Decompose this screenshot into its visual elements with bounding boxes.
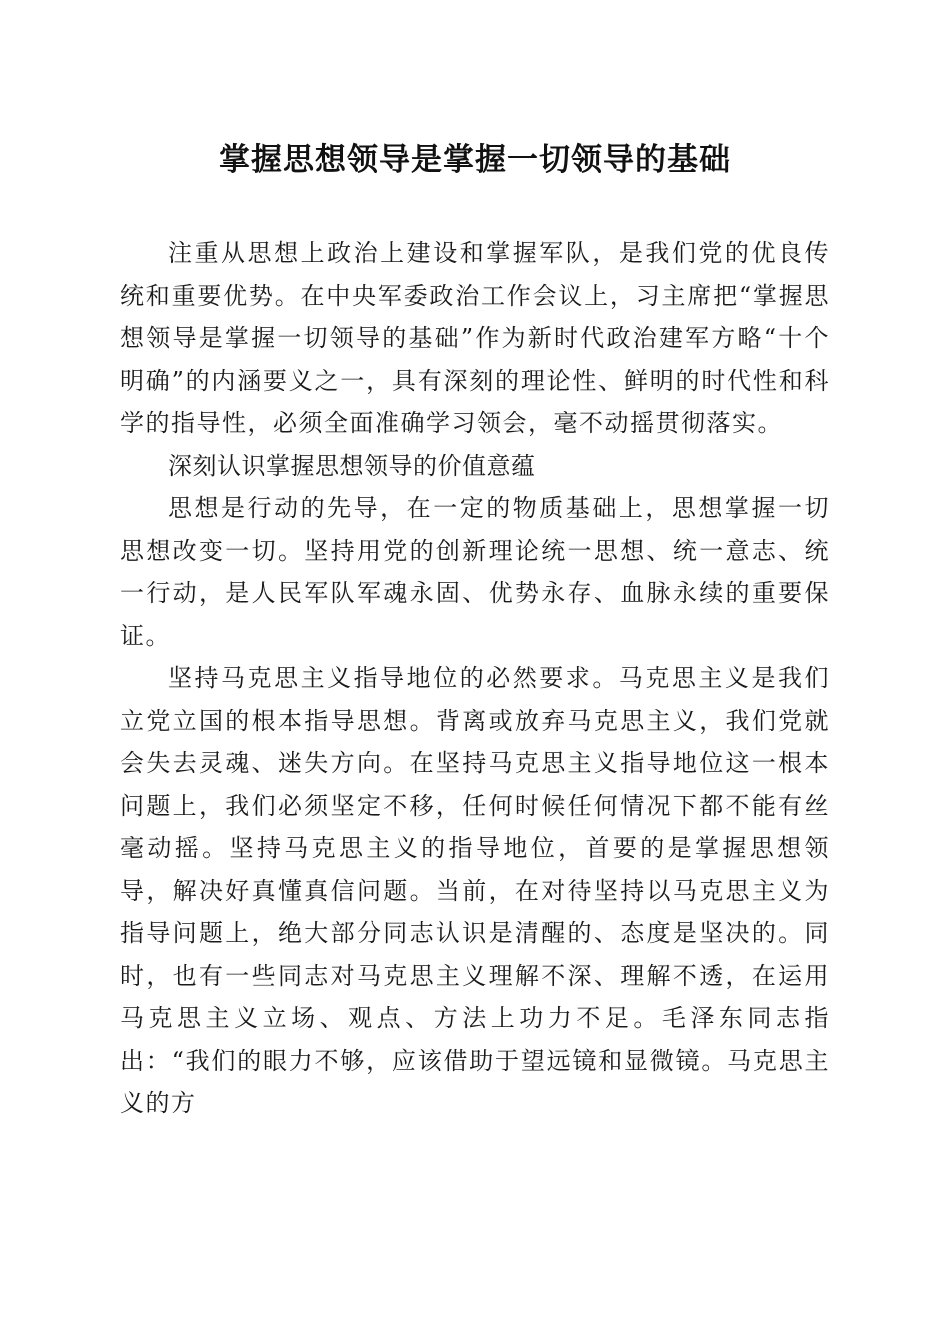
paragraph-intro: 注重从思想上政治上建设和掌握军队，是我们党的优良传统和重要优势。在中央军委政治工作会议上，习主席把“掌握思想领导是掌握一切领导的基础”作为新时代政治建军方略“十个明确”的内涵要义之一，具有深刻的理论性、鲜明的时代性和科学的指导性，必须全面准确学习领会，毫不动摇贯彻落实。 (120, 239, 830, 437)
document-body (120, 232, 830, 1125)
section-heading: 深刻认识掌握思想领导的价值意蕴 (168, 451, 536, 480)
paragraph-thought-guide: 思想是行动的先导，在一定的物质基础上，思想掌握一切思想改变一切。坚持用党的创新理论统一思想、统一意志、统一行动，是人民军队军魂永固、优势永存、血脉永续的重要保证。 (120, 494, 830, 650)
document-title: 掌握思想领导是掌握一切领导的基础 (219, 142, 731, 178)
paragraph-marxism: 坚持马克思主义指导地位的必然要求。马克思主义是我们立党立国的根本指导思想。背离或放弃马克思主义，我们党就会失去灵魂、迷失方向。在坚持马克思主义指导地位这一根本问题上，我们必须坚定不移，任何时候任何情况下都不能有丝毫动摇。坚持马克思主义的指导地位，首要的是掌握思想领导，解决好真懂真信问题。当前，在对待坚持以马克思主义为指导问题上，绝大部分同志认识是清醒的、态度是坚决的。同时，也有一些同志对马克思主义理解不深、理解不透，在运用马克思主义立场、观点、方法上功力不足。毛泽东同志指出：“我们的眼力不够，应该借助于望远镜和显微镜。马克思主义的方 (120, 664, 830, 1117)
